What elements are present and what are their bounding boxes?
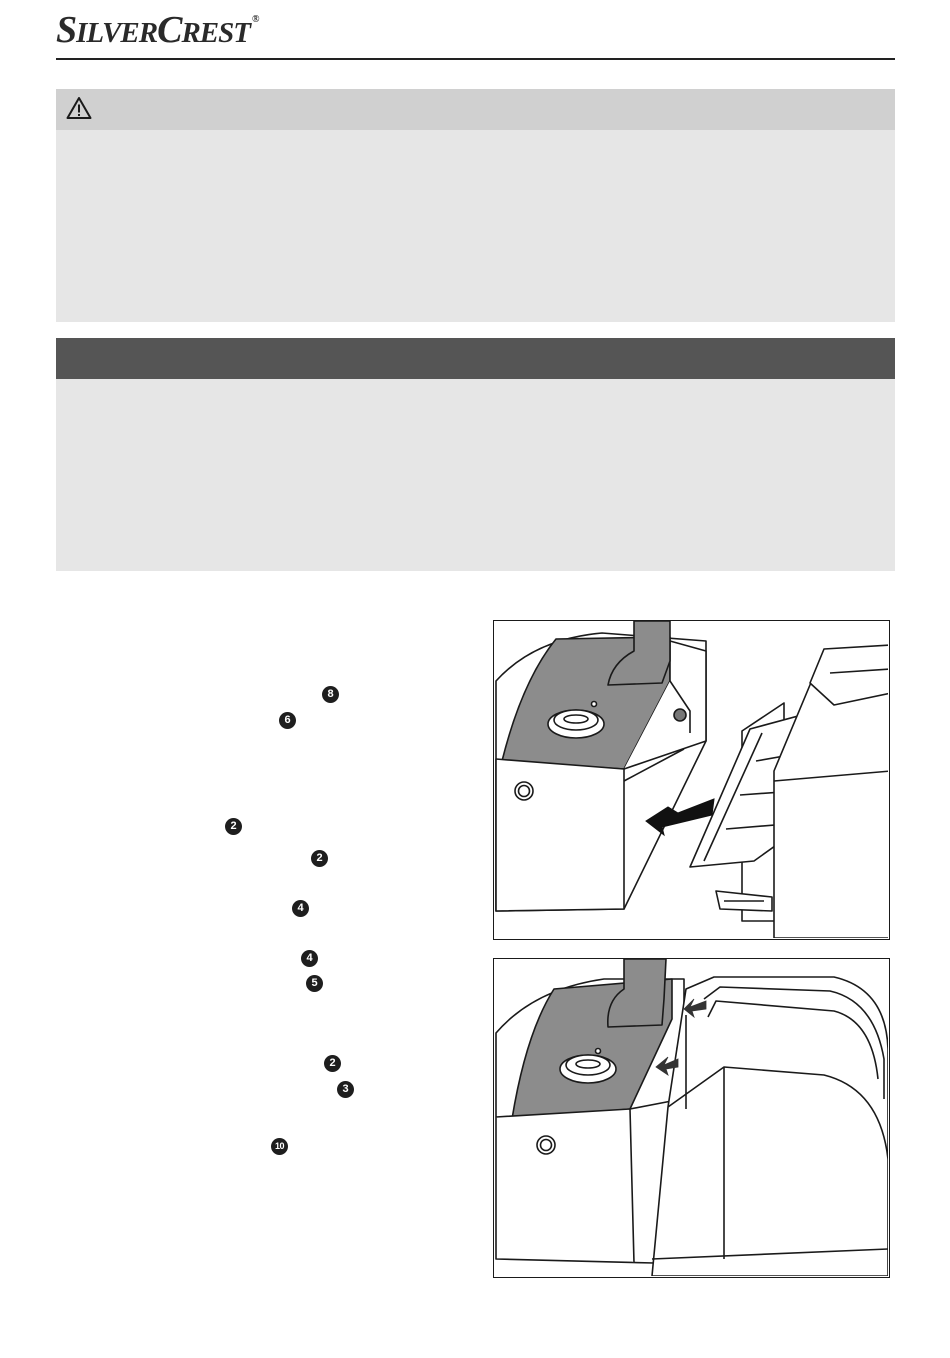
step-marker-10: 10 xyxy=(271,1138,288,1155)
step-marker-2: 2 xyxy=(225,818,242,835)
figure-insert-drawer xyxy=(493,620,890,940)
note-box xyxy=(56,338,895,571)
step-marker-2: 2 xyxy=(324,1055,341,1072)
step-marker-4: 4 xyxy=(301,950,318,967)
step-marker-3: 3 xyxy=(337,1081,354,1098)
silvercrest-logo: SILVERCREST ® xyxy=(56,9,259,51)
figure-drawer-connected-illustration xyxy=(494,959,888,1276)
step-marker-4: 4 xyxy=(292,900,309,917)
warning-triangle-icon xyxy=(66,96,92,120)
figure-drawer-connected xyxy=(493,958,890,1278)
note-box-header xyxy=(56,338,895,379)
figure-insert-drawer-illustration xyxy=(494,621,888,938)
step-marker-6: 6 xyxy=(279,712,296,729)
warning-box xyxy=(56,89,895,322)
step-marker-2: 2 xyxy=(311,850,328,867)
warning-box-header xyxy=(56,89,895,130)
step-marker-5: 5 xyxy=(306,975,323,992)
step-marker-8: 8 xyxy=(322,686,339,703)
header-rule xyxy=(56,58,895,60)
